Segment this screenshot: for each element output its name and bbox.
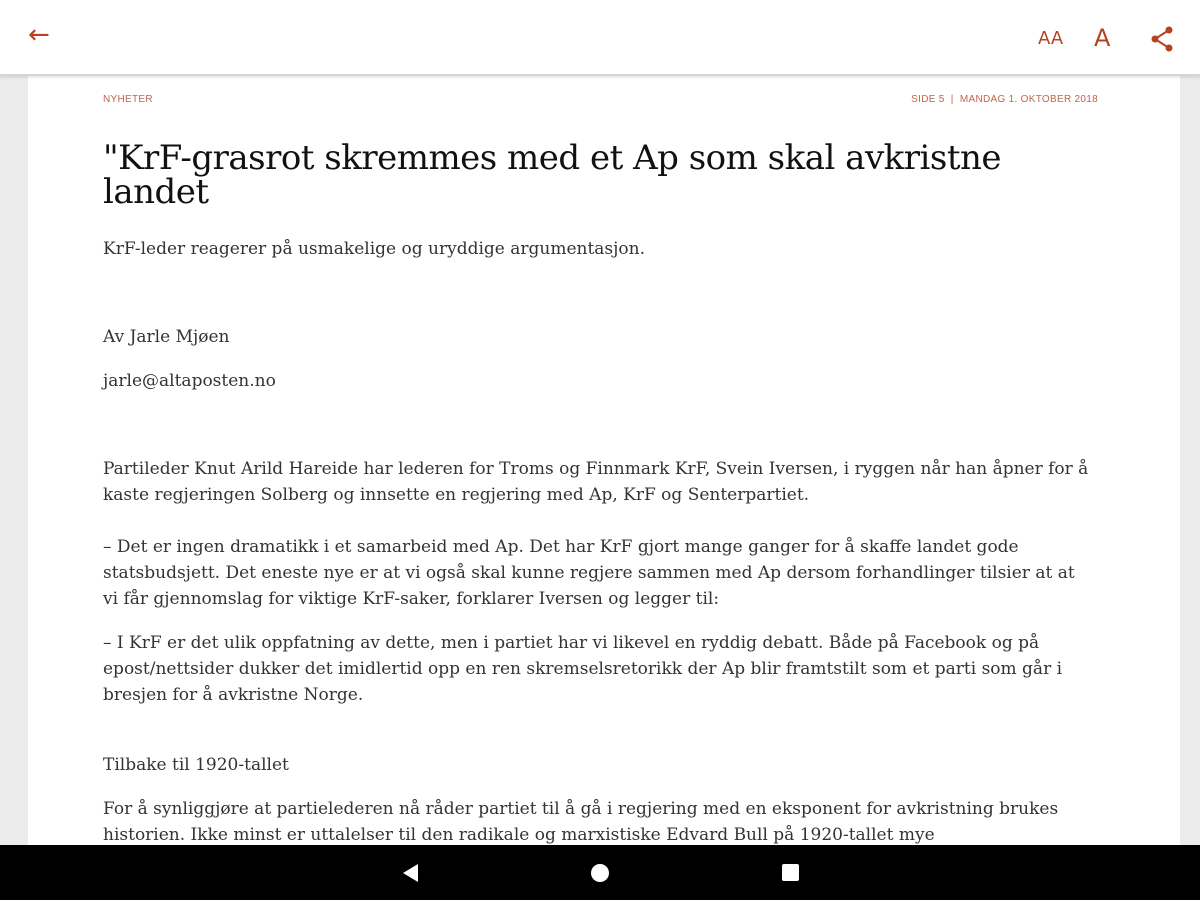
paragraph: – Det er ingen dramatikk i et samarbeid med Ap. Det har KrF gjort mange ganger for å skaffe landet gode statsbudsjett. Det eneste nye er at vi også skal kunne regjere sammen med Ap dersom forhandlinger tilsier at at vi får gjennomslag for viktige KrF-saker, forklarer Iversen og legger til: (103, 537, 1075, 609)
page-info: SIDE 5 | MANDAG 1. OKTOBER 2018 (911, 94, 1098, 105)
article-page[interactable] (28, 76, 1180, 846)
decrease-font-button[interactable]: AA (1038, 28, 1064, 49)
article-email[interactable]: jarle@altaposten.no (103, 371, 276, 391)
article-body (103, 236, 1093, 846)
paragraph: Partileder Knut Arild Hareide har lederen for Troms og Finnmark KrF, Svein Iversen, i ryggen når han åpner for å kaste regjeringen Solberg og innsette en regjering med Ap, KrF og Senterpartiet. (103, 459, 1089, 505)
nav-home-icon[interactable] (590, 863, 610, 887)
article-author: Av Jarle Mjøen (103, 327, 230, 347)
top-app-bar (0, 0, 1200, 76)
system-nav-bar (0, 845, 1200, 900)
paragraph: – I KrF er det ulik oppfatning av dette, men i partiet har vi likevel en ryddig debatt. Både på Facebook og på epost/nettsider dukker det imidlertid opp en ren skremselsretorikk der Ap blir framtstilt som et parti som går i bresjen for å avkristne Norge. (103, 633, 1063, 705)
subheading: Tilbake til 1920-tallet (103, 755, 289, 775)
nav-back-icon[interactable] (400, 863, 420, 887)
article-title: "KrF-grasrot skremmes med et Ap som skal avkristne landet (103, 138, 1002, 212)
section-label: NYHETER (103, 94, 153, 105)
increase-font-button[interactable]: A (1094, 24, 1111, 52)
article-lead: KrF-leder reagerer på usmakelige og uryddige argumentasjon. (103, 239, 646, 259)
share-icon[interactable] (1150, 26, 1174, 56)
back-arrow-icon[interactable]: ← (28, 20, 50, 50)
paragraph: For å synliggjøre at partielederen nå råder partiet til å gå i regjering med en eksponent for avkristning brukes historien. Ikke minst er uttalelser til den radikale og marxistiske Edvard Bull på 1920-tallet mye (103, 799, 1059, 845)
nav-recents-icon[interactable] (781, 863, 801, 887)
